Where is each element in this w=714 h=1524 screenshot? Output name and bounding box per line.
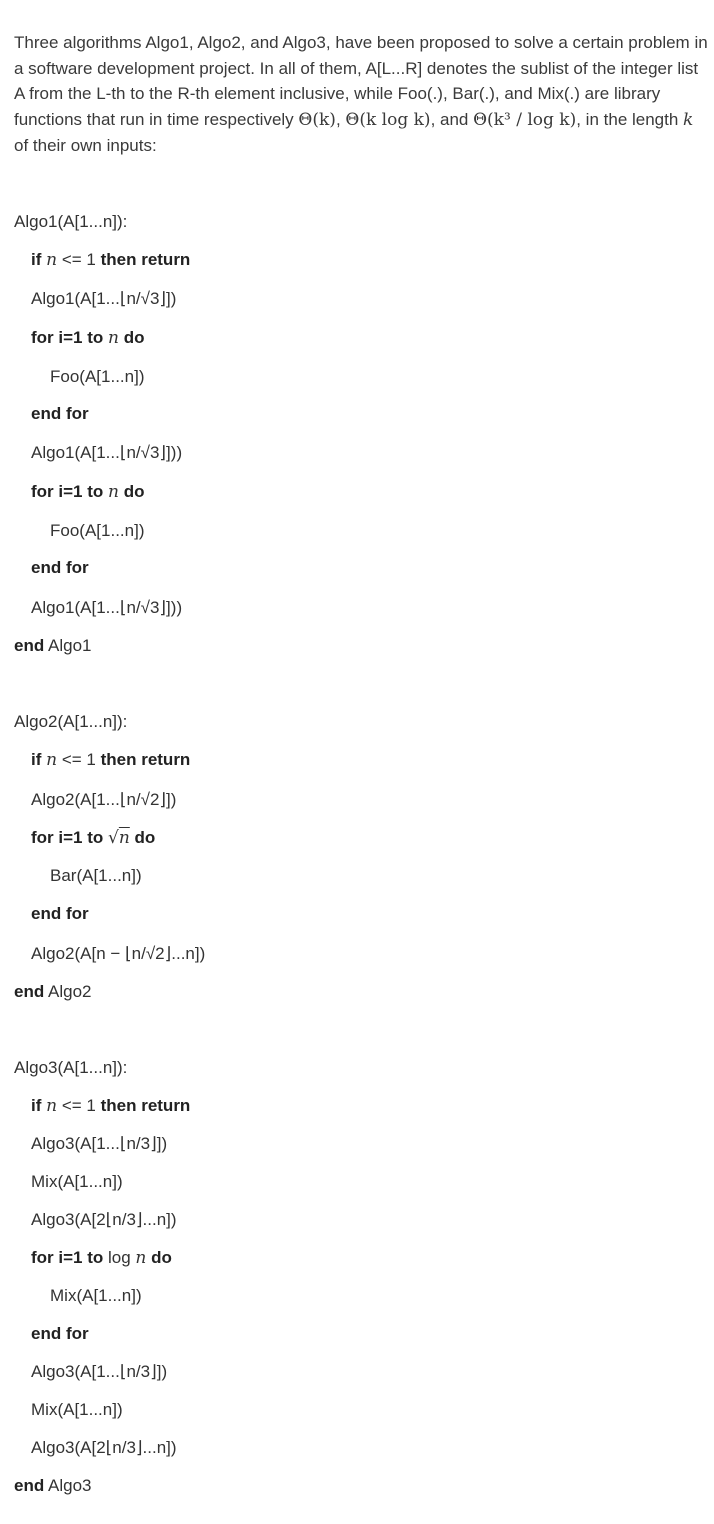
var-n: n: [46, 250, 58, 270]
algo1-end-for-1: end for: [31, 404, 89, 423]
algo2-header: Algo2(A[1...n]):: [14, 712, 128, 731]
log-label: log: [108, 1248, 131, 1267]
kw-do: do: [134, 828, 156, 847]
intro-sep-2: , and: [430, 109, 474, 129]
intro-text-2: , in the length: [576, 109, 684, 129]
kw-end: end: [14, 982, 45, 1001]
algo3-for-loop: [31, 1246, 172, 1270]
kw-then-return: then return: [100, 250, 191, 269]
complexity-mix: Θ(k³ / log k): [473, 109, 577, 130]
algo1-for-loop-2: [31, 480, 144, 504]
algo1-recursive-call-1: Algo1(A[1...⌊n/√3⌋]): [31, 289, 177, 308]
intro-text-1: Three algorithms Algo1, Algo2, and Algo3, have been proposed to solve a certain problem in a software development project. In all of them, A[L...R] denotes the sublist of the integer list A from the L-th to the R-th element inclusive, while Foo(.), Bar(.), and Mix(.) are library functions that run in time respectively: [14, 33, 708, 129]
algo2-base-case: [31, 748, 190, 772]
algo2-for-loop: [31, 826, 155, 850]
sqrt-sign: √: [108, 828, 119, 848]
algo1-end-for-2: end for: [31, 558, 89, 577]
complexity-bar: Θ(k log k): [345, 109, 431, 130]
algo2-recursive-call-2: Algo2(A[n − ⌊n/√2⌋...n]): [31, 944, 206, 963]
kw-then-return: then return: [100, 1096, 191, 1115]
var-n: n: [46, 750, 58, 770]
var-n: n: [108, 482, 119, 502]
algo1-for-loop-1: [31, 326, 144, 350]
algo2-recursive-call-1: Algo2(A[1...⌊n/√2⌋]): [31, 790, 177, 809]
algo3-end-name: Algo3: [48, 1476, 92, 1495]
kw-for: for i=1 to: [31, 482, 104, 501]
kw-do: do: [123, 328, 145, 347]
algo3-recursive-call-1: Algo3(A[1...⌊n/3⌋]): [31, 1134, 168, 1153]
algo3-end-for: end for: [31, 1324, 89, 1343]
var-n: n: [46, 1096, 58, 1116]
kw-for: for i=1 to: [31, 1248, 104, 1267]
algo3-header: Algo3(A[1...n]):: [14, 1058, 128, 1077]
kw-if: if: [31, 1096, 42, 1115]
kw-end: end: [14, 1476, 45, 1495]
algo3-base-case: [31, 1094, 190, 1118]
intro-k: k: [683, 109, 694, 130]
algo3-recursive-call-3: Algo3(A[1...⌊n/3⌋]): [31, 1362, 168, 1381]
kw-then-return: then return: [100, 750, 191, 769]
algo1-recursive-call-2: Algo1(A[1...⌊n/√3⌋])): [31, 443, 183, 462]
intro-sep-1: ,: [335, 109, 346, 129]
intro-text-3: of their own inputs:: [14, 136, 157, 155]
kw-do: do: [151, 1248, 172, 1267]
algo1-base-case: [31, 248, 190, 272]
kw-for: for i=1 to: [31, 328, 104, 347]
var-n: n: [135, 1248, 147, 1268]
algo1-header: Algo1(A[1...n]):: [14, 212, 128, 231]
algo1-end: [14, 634, 92, 658]
algo1-recursive-call-3: Algo1(A[1...⌊n/√3⌋])): [31, 598, 183, 617]
algo3-end: [14, 1474, 92, 1498]
algo1-foo-call-2: Foo(A[1...n]): [50, 521, 145, 540]
kw-if: if: [31, 250, 42, 269]
complexity-foo: Θ(k): [298, 109, 336, 130]
algo2-end-for: end for: [31, 904, 89, 923]
kw-for: for i=1 to: [31, 828, 104, 847]
intro-paragraph: [14, 30, 710, 159]
algo3-recursive-call-4: Algo3(A[2⌊n/3⌋...n]): [31, 1438, 177, 1457]
kw-end: end: [14, 636, 45, 655]
cmp-le-1: <= 1: [61, 250, 96, 269]
cmp-le-1: <= 1: [61, 750, 96, 769]
kw-if: if: [31, 750, 42, 769]
algo1-end-name: Algo1: [48, 636, 92, 655]
cmp-le-1: <= 1: [61, 1096, 96, 1115]
algo3-mix-call-1: Mix(A[1...n]): [31, 1172, 123, 1191]
algo3-mix-call-2: Mix(A[1...n]): [50, 1286, 142, 1305]
algo2-end-name: Algo2: [48, 982, 92, 1001]
var-n: n: [108, 328, 119, 348]
algo1-foo-call-1: Foo(A[1...n]): [50, 367, 145, 386]
algo3-recursive-call-2: Algo3(A[2⌊n/3⌋...n]): [31, 1210, 177, 1229]
algo2-end: [14, 980, 92, 1004]
algo2-bar-call: Bar(A[1...n]): [50, 866, 142, 885]
kw-do: do: [123, 482, 145, 501]
var-n-sqrt: n: [118, 828, 130, 848]
algo3-mix-call-3: Mix(A[1...n]): [31, 1400, 123, 1419]
